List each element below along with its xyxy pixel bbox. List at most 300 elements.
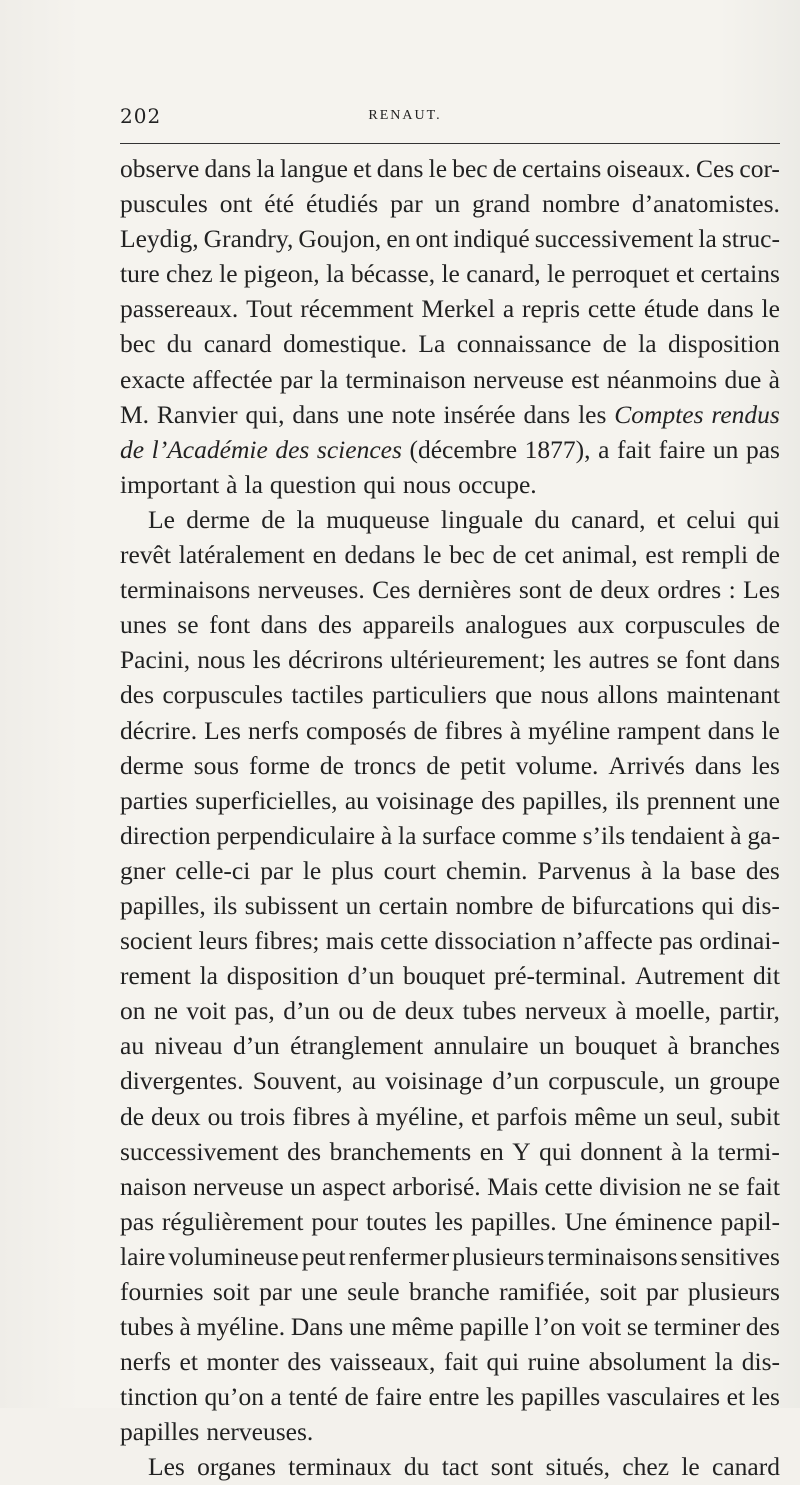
- word: rement: [120, 961, 191, 991]
- word: des: [287, 1136, 322, 1166]
- word: à: [615, 996, 627, 1026]
- word: Le: [148, 504, 175, 534]
- word: deux: [600, 575, 650, 605]
- word: est: [571, 364, 600, 394]
- word: petit: [460, 750, 506, 780]
- word: puscules: [120, 189, 208, 219]
- word: du: [534, 504, 560, 534]
- text-line: [120, 397, 780, 432]
- word: Les: [148, 1452, 185, 1482]
- word: d’un: [347, 961, 395, 991]
- word: dans: [707, 715, 755, 745]
- word: régulièrement: [161, 1206, 304, 1236]
- word: dans: [292, 399, 340, 429]
- word: du: [403, 1452, 430, 1482]
- word: comme: [501, 820, 577, 850]
- word: le: [219, 259, 238, 289]
- word: Comptes: [614, 399, 704, 429]
- word: moelle,: [635, 996, 711, 1026]
- word: les: [252, 645, 281, 675]
- word: aux: [577, 610, 615, 640]
- word: bouquet: [574, 1031, 658, 1061]
- text-line: [120, 888, 780, 923]
- word: tactiles: [291, 680, 364, 710]
- word: analogues: [465, 610, 568, 640]
- word: bécasse,: [350, 259, 436, 289]
- word: tinction: [120, 1382, 198, 1412]
- word: le: [681, 1452, 700, 1482]
- word: particuliers: [372, 680, 487, 710]
- word: le: [423, 540, 442, 570]
- text-line: [120, 1169, 780, 1204]
- word: rampent: [617, 715, 701, 745]
- word: nous: [402, 469, 452, 499]
- word: nombre: [455, 890, 534, 920]
- word: termi-: [717, 1136, 780, 1166]
- word: renfermer: [348, 1241, 450, 1271]
- word: même: [574, 1101, 637, 1131]
- text-line: [120, 1099, 780, 1134]
- word: niveau: [154, 1031, 223, 1061]
- word: des: [120, 680, 154, 710]
- word: seul,: [675, 1101, 724, 1131]
- word: éminence: [614, 1206, 713, 1236]
- word: pas: [745, 434, 780, 464]
- running-head: RENAUT.: [368, 108, 442, 123]
- word: parties: [120, 785, 188, 815]
- word: que: [495, 680, 533, 710]
- word: nerfs: [247, 715, 299, 745]
- word: superficielles,: [195, 785, 338, 815]
- word: qui,: [245, 399, 285, 429]
- word: les: [578, 399, 607, 429]
- word: de: [344, 1382, 369, 1412]
- word: à: [730, 820, 742, 850]
- word: Y: [512, 1136, 531, 1166]
- word: s’ils: [582, 820, 626, 850]
- word: dans: [523, 399, 571, 429]
- text-line: [120, 1028, 780, 1063]
- word: myéline: [528, 715, 611, 745]
- word: l’Académie: [151, 434, 268, 464]
- word: disposition: [667, 329, 780, 359]
- word: tenté: [288, 1382, 338, 1412]
- word: néanmoins: [606, 364, 718, 394]
- word: se: [177, 610, 199, 640]
- word: ou: [338, 996, 364, 1026]
- word: ramifiée,: [499, 1277, 591, 1306]
- word: court: [383, 855, 437, 885]
- word: branches: [689, 1031, 780, 1061]
- word: et: [726, 1382, 746, 1412]
- word: tendaient: [630, 820, 725, 850]
- word: vaisseaux,: [329, 1347, 436, 1377]
- word: dedans: [344, 540, 416, 570]
- word: qui: [747, 504, 780, 534]
- word: cette: [380, 926, 429, 956]
- word: plus: [331, 855, 374, 885]
- word: latéralement: [178, 540, 305, 570]
- word: divergentes.: [120, 1066, 244, 1096]
- word: ou: [207, 1101, 234, 1131]
- word: Grandry,: [203, 224, 294, 254]
- word: à: [768, 364, 780, 394]
- word: langue: [279, 154, 348, 183]
- word: repris: [522, 294, 581, 324]
- word: ultérieurement;: [390, 645, 546, 675]
- word: en: [386, 224, 411, 254]
- word: on: [120, 996, 146, 1026]
- word: important: [120, 469, 220, 499]
- word: le: [761, 294, 780, 324]
- word: la: [398, 820, 417, 850]
- word: chez: [622, 1452, 670, 1482]
- text-line: [120, 1414, 780, 1449]
- word: M.: [120, 399, 150, 429]
- word: bec: [120, 329, 156, 359]
- word: perroquet: [571, 259, 670, 289]
- word: et: [179, 1347, 198, 1377]
- word: ils: [213, 890, 238, 920]
- word: Souvent,: [252, 1066, 343, 1096]
- word: soit: [212, 1277, 250, 1306]
- word: par: [390, 189, 423, 219]
- word: appareils: [362, 610, 455, 640]
- word: par: [645, 1277, 679, 1306]
- word: dans: [376, 154, 424, 183]
- word: les: [434, 1206, 464, 1236]
- word: rempli: [681, 540, 749, 570]
- word: base: [690, 855, 736, 885]
- word: canard,: [466, 259, 541, 289]
- word: ga-: [747, 820, 780, 850]
- word: laire: [120, 1241, 166, 1271]
- word: un: [434, 189, 461, 219]
- word: cette: [544, 1171, 593, 1201]
- word: la: [326, 259, 345, 289]
- word: en: [479, 1136, 504, 1166]
- word: canard: [712, 1452, 780, 1482]
- word: partir,: [719, 996, 780, 1026]
- word: groupe: [709, 1066, 780, 1096]
- word: des: [481, 785, 516, 815]
- word: été: [264, 189, 295, 219]
- word: une: [743, 785, 780, 815]
- word: canard,: [571, 504, 646, 534]
- word: dissociation: [434, 926, 557, 956]
- word: leurs: [198, 926, 249, 956]
- text-line: [120, 326, 780, 361]
- word: Les: [743, 575, 780, 605]
- word: pas: [120, 1206, 154, 1236]
- word: passereaux.: [120, 294, 239, 324]
- text-line: [120, 1204, 780, 1239]
- text-line: [120, 783, 780, 818]
- word: entre: [428, 1382, 480, 1412]
- text-line: [120, 467, 780, 502]
- word: monter: [206, 1347, 279, 1377]
- word: la: [244, 469, 263, 499]
- word: de: [426, 750, 451, 780]
- word: à: [226, 469, 238, 499]
- word: ont: [415, 224, 449, 254]
- word: peut: [301, 1241, 346, 1271]
- word: fait: [617, 434, 651, 464]
- word: décrire.: [120, 715, 198, 745]
- word: certains: [522, 154, 602, 183]
- word: Mais: [487, 1171, 539, 1201]
- word: à: [670, 1136, 683, 1166]
- word: de: [540, 890, 565, 920]
- word: celle-ci: [175, 855, 251, 885]
- word: donnent: [580, 1136, 663, 1166]
- word: Parvenus: [537, 855, 631, 885]
- word: qui: [701, 890, 735, 920]
- word: papille: [459, 1312, 529, 1342]
- word: composés: [305, 715, 407, 745]
- text-line: [120, 1134, 780, 1169]
- word: voisinage: [385, 1066, 483, 1096]
- word: situés,: [545, 1452, 611, 1482]
- word: dans: [706, 294, 754, 324]
- word: nous: [197, 645, 246, 675]
- word: nous: [540, 680, 589, 710]
- word: dans: [694, 750, 742, 780]
- word: à: [179, 1312, 191, 1342]
- word: d’anatomistes.: [631, 189, 780, 219]
- word: à: [357, 1101, 369, 1131]
- word: et: [353, 154, 372, 183]
- word: ture: [120, 259, 160, 289]
- text-line: [120, 1379, 780, 1414]
- word: l’on: [534, 1312, 576, 1342]
- word: d’un: [283, 996, 330, 1026]
- word: Dans: [290, 1312, 344, 1342]
- word: la: [256, 154, 275, 183]
- text-line: [120, 1309, 780, 1344]
- word: disposition: [226, 961, 339, 991]
- word: dans: [733, 645, 780, 675]
- word: les: [751, 1382, 780, 1412]
- word: ordres: [657, 575, 722, 605]
- word: à: [380, 820, 393, 850]
- text-line: [120, 818, 780, 853]
- word: affectée: [192, 364, 273, 394]
- word: voit: [186, 996, 227, 1026]
- word: trois: [240, 1101, 286, 1131]
- word: et: [471, 1101, 490, 1131]
- word: de: [120, 434, 145, 464]
- word: chez: [166, 259, 213, 289]
- word: dis-: [741, 1347, 780, 1377]
- word: font: [209, 610, 251, 640]
- word: troncs: [353, 750, 417, 780]
- word: papilles.: [470, 1206, 557, 1236]
- word: unes: [120, 610, 167, 640]
- word: Goujon,: [298, 224, 382, 254]
- word: fibres: [444, 715, 503, 745]
- word: a: [270, 1382, 282, 1412]
- word: des: [745, 1312, 780, 1342]
- word: sont: [518, 575, 562, 605]
- text-line: [120, 151, 780, 186]
- word: plusieurs: [687, 1277, 780, 1306]
- word: ne: [153, 996, 178, 1026]
- word: pour: [311, 1206, 359, 1236]
- word: perpendiculaire: [216, 820, 376, 850]
- text-line: [120, 537, 780, 572]
- text-line: [120, 607, 780, 642]
- word: a: [598, 434, 610, 464]
- word: par: [259, 1277, 292, 1306]
- word: la: [714, 1347, 734, 1377]
- word: est: [645, 540, 674, 570]
- word: la: [319, 364, 339, 394]
- word: tubes: [462, 996, 517, 1026]
- text-line: [120, 432, 780, 467]
- text-line: [120, 677, 780, 712]
- word: due: [724, 364, 762, 394]
- word: terminaison: [345, 364, 466, 394]
- text-line: [120, 1063, 780, 1098]
- word: terminer: [653, 1312, 741, 1342]
- word: fibres: [292, 1101, 351, 1131]
- word: de: [755, 610, 780, 640]
- word: :: [728, 575, 736, 605]
- text-line: [120, 221, 780, 256]
- page-number: 202: [120, 104, 162, 128]
- word: papilles: [120, 1417, 200, 1447]
- word: deux: [404, 996, 455, 1026]
- word: les: [553, 645, 582, 675]
- word: sciences: [316, 434, 402, 464]
- word: Autrement: [635, 961, 745, 991]
- word: de: [319, 750, 344, 780]
- word: même: [391, 1312, 454, 1342]
- word: des: [745, 855, 780, 885]
- word: corpuscule,: [548, 1066, 666, 1096]
- word: bec: [452, 154, 488, 183]
- word: struc-: [721, 224, 780, 254]
- text-line: [120, 958, 780, 993]
- word: les: [751, 750, 780, 780]
- word: papilles,: [522, 785, 609, 815]
- word: bouquet: [403, 961, 486, 991]
- word: une: [301, 1277, 338, 1306]
- word: sont: [490, 1452, 534, 1482]
- word: des: [317, 610, 352, 640]
- word: une: [346, 399, 384, 429]
- word: la: [662, 855, 681, 885]
- text-line: [120, 1344, 780, 1379]
- word: Leydig,: [120, 224, 199, 254]
- word: nerveuses.: [257, 575, 365, 605]
- word: papilles: [520, 1382, 601, 1412]
- text-line: [120, 642, 780, 677]
- text-line: [120, 853, 780, 888]
- text-line: [120, 502, 780, 537]
- word: occupe.: [458, 469, 537, 499]
- word: cet: [524, 540, 555, 570]
- word: ordinai-: [699, 926, 780, 956]
- text-line: [120, 713, 780, 748]
- word: un: [674, 1066, 700, 1096]
- word: insérée: [443, 399, 516, 429]
- word: chemin.: [446, 855, 528, 885]
- word: Pacini,: [120, 645, 191, 675]
- word: fournies: [120, 1277, 204, 1306]
- word: d’un: [232, 1031, 280, 1061]
- word: Merkel: [421, 294, 496, 324]
- word: à: [640, 855, 653, 885]
- word: mais: [325, 926, 374, 956]
- word: bec: [449, 540, 485, 570]
- word: certains: [700, 259, 780, 289]
- word: voit: [581, 1312, 622, 1342]
- word: qui: [539, 1136, 572, 1166]
- word: qui: [486, 1347, 520, 1377]
- word: nerveuses.: [206, 1417, 314, 1447]
- word: tact: [441, 1452, 479, 1482]
- word: Ces: [695, 154, 735, 183]
- word: division: [599, 1171, 682, 1201]
- word: celui: [686, 504, 736, 534]
- word: observe: [120, 154, 200, 183]
- word: le: [441, 259, 460, 289]
- word: à: [667, 1031, 679, 1061]
- word: dans: [260, 610, 308, 640]
- word: se: [626, 1312, 649, 1342]
- word: certain: [378, 890, 448, 920]
- text-line: [120, 1449, 780, 1484]
- word: n’affecte: [562, 926, 653, 956]
- word: subit: [730, 1101, 780, 1131]
- word: naison: [120, 1171, 187, 1201]
- text-line: [120, 362, 780, 397]
- word: Les: [204, 715, 241, 745]
- word: note: [391, 399, 436, 429]
- word: pas: [658, 926, 693, 956]
- word: corpuscules: [162, 680, 283, 710]
- word: le: [546, 259, 566, 289]
- text-line: [120, 291, 780, 326]
- word: le: [428, 154, 448, 183]
- word: volumineuse: [168, 1241, 299, 1271]
- word: Ces: [372, 575, 411, 605]
- word: papilles,: [120, 890, 206, 920]
- word: de: [755, 540, 780, 570]
- word: La: [418, 329, 446, 359]
- word: derme: [120, 750, 184, 780]
- word: exacte: [120, 364, 186, 394]
- word: toutes: [365, 1206, 427, 1236]
- word: animal,: [561, 540, 638, 570]
- word: dis-: [741, 890, 780, 920]
- word: prennent: [646, 785, 736, 815]
- word: sensitives: [680, 1241, 780, 1271]
- word: de: [568, 575, 593, 605]
- word: faire: [658, 434, 706, 464]
- word: et: [656, 504, 676, 534]
- word: fait: [745, 1171, 780, 1201]
- word: deux: [151, 1101, 201, 1131]
- word: vasculaires: [606, 1382, 721, 1412]
- word: de: [602, 329, 627, 359]
- word: seule: [347, 1277, 400, 1306]
- word: subissent: [244, 890, 339, 920]
- word: de: [492, 154, 517, 183]
- word: nombre: [542, 189, 620, 219]
